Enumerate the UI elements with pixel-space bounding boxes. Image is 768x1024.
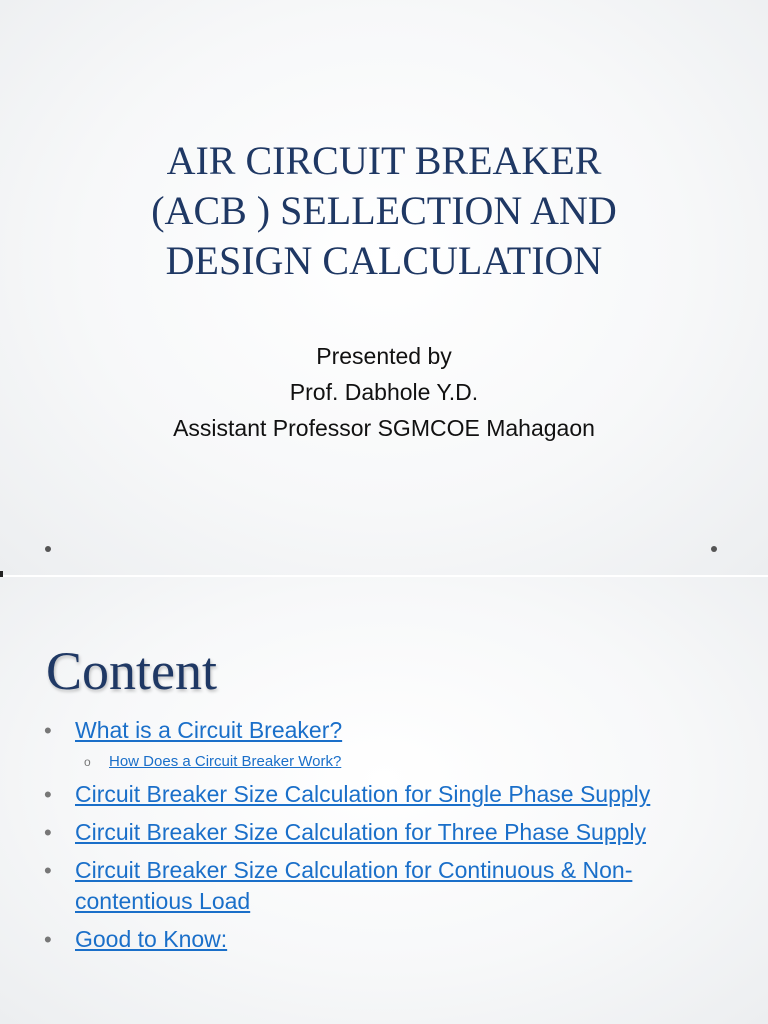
toc-link[interactable]: Circuit Breaker Size Calculation for Continuous & Non-contentious Load <box>75 857 633 914</box>
title-line: DESIGN CALCULATION <box>165 238 603 283</box>
content-list <box>44 715 704 962</box>
list-item <box>44 779 704 810</box>
toc-link[interactable]: Circuit Breaker Size Calculation for Three Phase Supply <box>75 819 647 845</box>
title-line: (ACB ) SELLECTION AND <box>151 188 617 233</box>
toc-link[interactable]: What is a Circuit Breaker? <box>75 717 343 743</box>
subtitle-line: Assistant Professor SGMCOE Mahagaon <box>173 415 595 441</box>
toc-sublink[interactable]: How Does a Circuit Breaker Work? <box>109 753 342 770</box>
content-heading: Content <box>46 641 217 701</box>
bullet-icon: • <box>44 820 52 845</box>
subtitle-line: Prof. Dabhole Y.D. <box>289 379 479 405</box>
bullet-icon: • <box>44 782 52 807</box>
slide-corner-dot <box>45 546 51 552</box>
bullet-icon: • <box>44 718 52 743</box>
bullet-icon: • <box>44 927 52 952</box>
sub-bullet-icon: o <box>84 755 91 769</box>
bullet-icon: • <box>44 858 52 883</box>
slide-corner-dot <box>711 546 717 552</box>
content-slide <box>0 577 768 1024</box>
list-item <box>44 715 704 746</box>
title-line: AIR CIRCUIT BREAKER <box>166 138 602 183</box>
list-item <box>44 855 704 917</box>
toc-link[interactable]: Good to Know: <box>75 926 228 952</box>
slide-subtitle <box>84 338 684 446</box>
list-subitem <box>44 751 704 773</box>
list-item <box>44 924 704 955</box>
toc-link[interactable]: Circuit Breaker Size Calculation for Single Phase Supply <box>75 781 651 807</box>
subtitle-line: Presented by <box>316 343 452 369</box>
slide-title <box>84 136 684 286</box>
list-item <box>44 817 704 848</box>
